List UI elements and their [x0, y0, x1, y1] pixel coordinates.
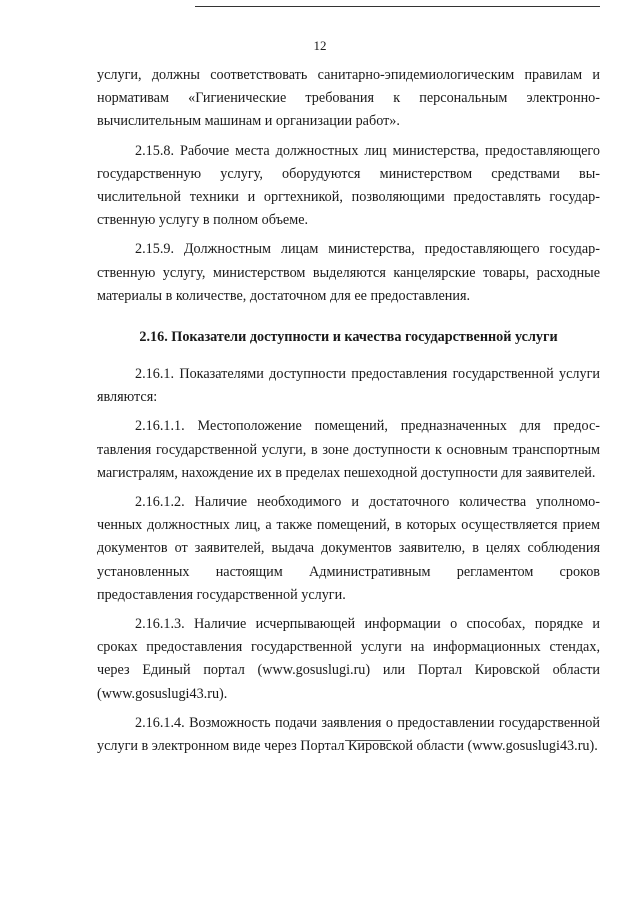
paragraph: 2.15.9. Должностным лицам министерства, предоставляющего государственную услугу, министерством выделяются канцелярские товары, расходные материалы в количестве, достаточном для ее предоставления.	[97, 241, 600, 304]
paragraph: услуги, должны соответствовать санитарно-эпидемиологическим правилам и нормативам «Гигиенические требования к персональным электронно-вычислительным машинам и организации работ».	[97, 67, 600, 130]
top-rule	[195, 6, 600, 7]
paragraph: 2.16.1.3. Наличие исчерпывающей информации о способах, порядке и сроках предоставления государственной услуги на информационных стендах, через Единый портал (www.gosuslugi.ru) или Портал Кировской области (www.gosuslugi43.ru).	[97, 616, 600, 702]
document-body	[97, 64, 600, 764]
paragraph: 2.16.1.4. Возможность подачи заявления о предоставлении государственной услуги в электронном виде через Портал Кировской области (www.gosuslugi43.ru).	[97, 714, 600, 755]
paragraph: 2.16.1.2. Наличие необходимого и достаточного количества уполномоченных должностных лиц, а также помещений, в которых осуществляется прием документов от заявителей, выдача документов заявителю, в целях соблюдения установленных настоящим Административным регламентом сроков предоставления государственной услуги.	[97, 494, 600, 603]
page-number: 12	[313, 38, 327, 53]
scan-mark	[345, 740, 391, 741]
paragraph: 2.15.8. Рабочие места должностных лиц министерства, предоставляющего государственную услугу, оборудуются министерством средствами вычислительной техники и оргтехникой, позволяющими предоставлять государственную услугу в полном объеме.	[97, 142, 600, 229]
section-heading: 2.16. Показатели доступности и качества государственной услуги	[139, 329, 558, 346]
paragraph: 2.16.1. Показателями доступности предоставления государственной услуги являются:	[97, 366, 600, 406]
paragraph: 2.16.1.1. Местоположение помещений, предназначенных для предоставления государственной услуги, в зоне доступности к основным транспортным магистралям, нахождение их в пределах пешеходной доступности для заявителей.	[97, 418, 600, 481]
